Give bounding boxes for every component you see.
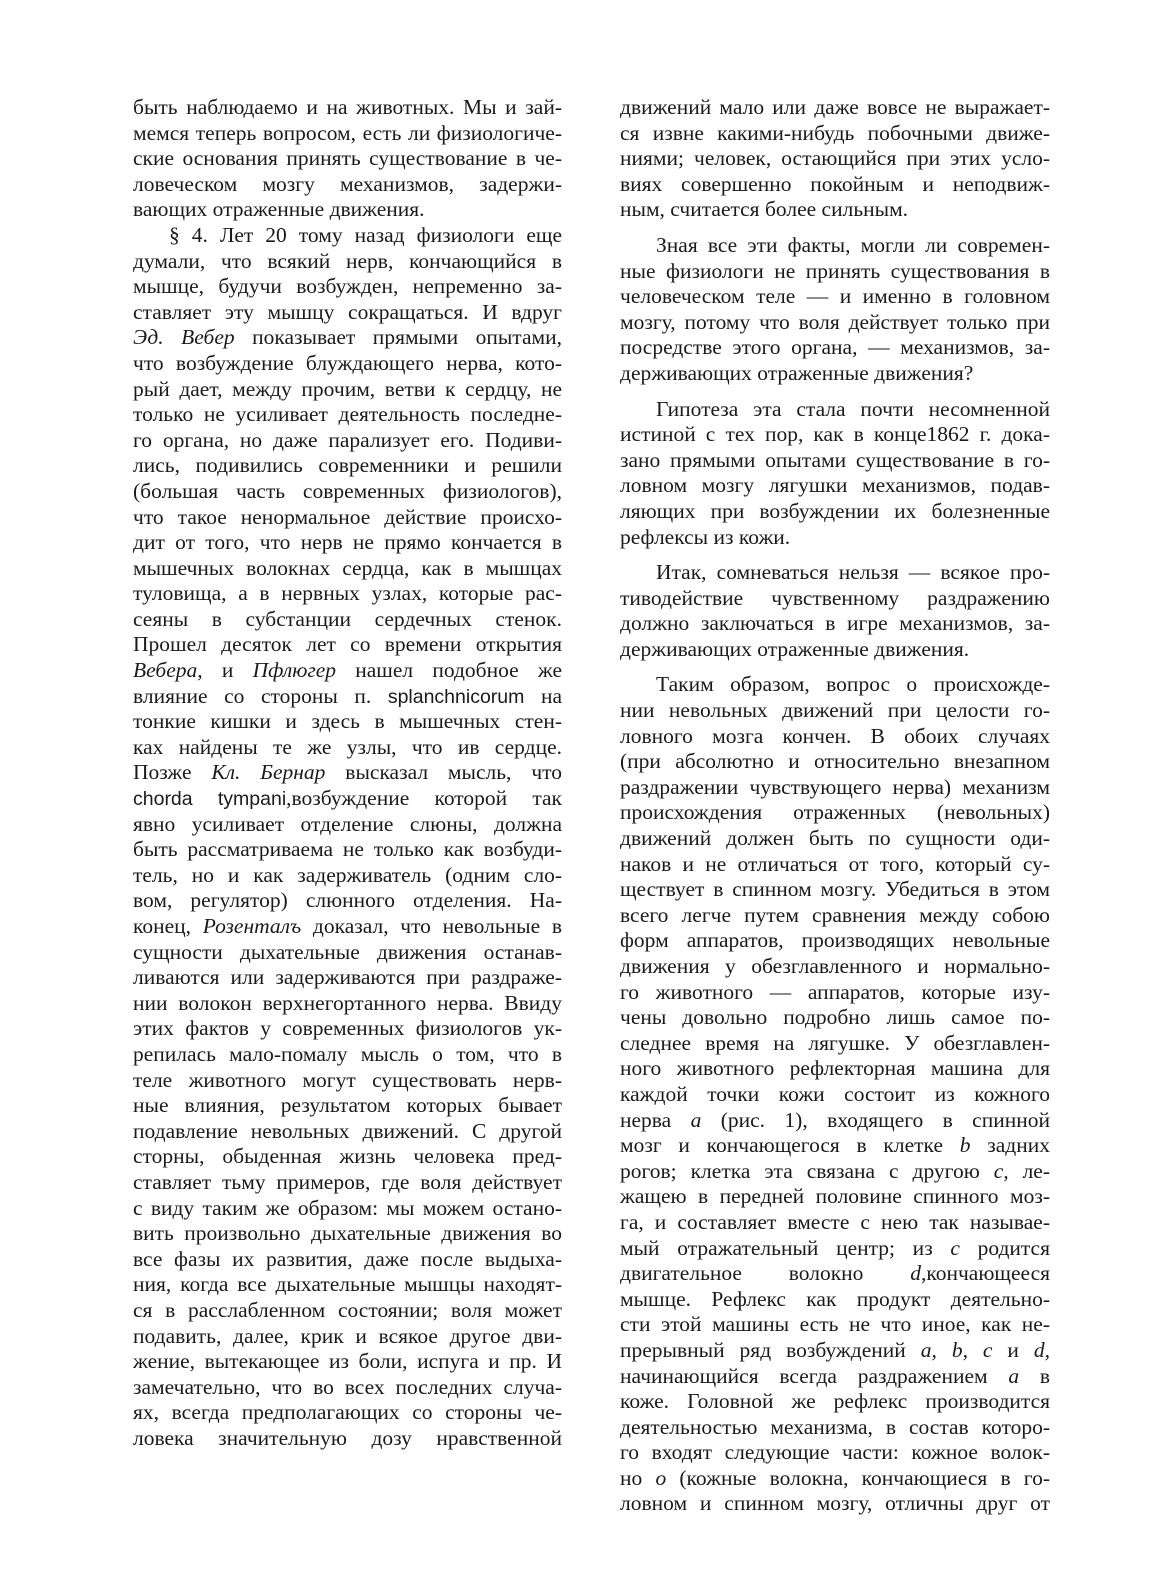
variable-letter: c [950, 1235, 960, 1260]
text-line: жащею в передней половине спинного моз- [620, 1184, 1050, 1209]
text-line: Зная все эти факты, могли ли современ- [656, 232, 1050, 257]
text-segment: и [202, 658, 253, 683]
variable-letter: d, [910, 1261, 927, 1286]
paragraph [133, 95, 562, 223]
text-line: все фазы их развития, даже после выдыха- [133, 1246, 562, 1271]
text-line: мышце. Рефлекс как продукт деятельно- [620, 1286, 1050, 1311]
text-line [620, 1364, 1050, 1390]
text-line [620, 1159, 1050, 1185]
text-segment: доказал, что невольные в [301, 914, 562, 938]
text-line: что возбуждение блуждающего нерва, кото- [133, 350, 562, 375]
text-segment: но [620, 1465, 656, 1490]
text-line: подавление невольных движений. С другой [133, 1118, 562, 1143]
text-line: вить произвольно дыхательные движения во [133, 1221, 562, 1246]
text-segment: задних [970, 1133, 1050, 1158]
text-line [133, 786, 562, 812]
text-line [620, 1261, 1050, 1287]
text-line: репилась мало-помалу мысль о том, что в [133, 1041, 562, 1066]
text-line: рый дает, между прочим, ветви к сердцу, не [133, 376, 562, 401]
variable-letter: d, [1033, 1337, 1051, 1362]
text-line [620, 1236, 1050, 1262]
text-segment: конец, [133, 914, 203, 938]
paragraph [620, 233, 1050, 387]
text-line: следнее время на лягушке. У обезглавлен- [620, 1030, 1050, 1055]
text-line: ставляет тьму примеров, где воля действует [133, 1169, 562, 1194]
person-name: Вебера, [133, 658, 203, 683]
text-line [620, 1466, 1050, 1492]
text-line [133, 658, 562, 684]
text-line: ловного мозга кончен. В обоих случаях [620, 723, 1050, 748]
text-segment: прерывный ряд возбуждений [620, 1337, 921, 1362]
person-name: Кл. Бернар [211, 760, 326, 785]
text-line: сущности дыхательные движения останав- [133, 939, 562, 964]
text-line: рефлексы из кожи. [620, 524, 791, 549]
text-line: ках найдены те же узлы, что ив сердце. [133, 734, 562, 759]
text-line: форм аппаратов, производящих невольные [620, 928, 1050, 953]
text-line: должно заключаться в игре механизмов, за- [620, 611, 1050, 636]
text-line: ным, считается более сильным. [620, 197, 909, 222]
text-segment: влияние со стороны п. [133, 683, 388, 708]
text-line: мышце, будучи возбужден, непременно за- [133, 274, 562, 299]
text-line: подавить, далее, крик и всякое другое дви- [133, 1323, 562, 1348]
text-line: истиной с тех пор, как в конце1862 г. дока- [620, 422, 1050, 447]
person-name: Розенталъ [202, 914, 302, 938]
text-line: ловеческом мозгу механизмов, задержи- [133, 171, 562, 196]
text-line: нии невольных движений при целости го- [620, 698, 1050, 723]
text-line: быть наблюдаемо и на животных. Мы и зай- [133, 95, 562, 119]
text-line: коже. Головной же рефлекс производится [620, 1389, 1050, 1414]
text-line: явно усиливает отделение слюны, должна [133, 811, 562, 836]
text-segment: Позже [133, 760, 212, 785]
text-line [133, 684, 562, 710]
latin-term: splanchnicorum [387, 685, 525, 708]
text-line [133, 914, 562, 940]
person-name: Эд. Вебер [133, 325, 235, 350]
text-line: человеческом теле — и именно в головном [620, 284, 1050, 309]
paragraph [620, 560, 1050, 662]
text-line: деятельностью механизма, в состав которо- [620, 1414, 1050, 1439]
text-line: раздражении чувствующего нерва) механизм [620, 774, 1050, 799]
text-segment: ле- [1008, 1158, 1050, 1183]
text-line: Итак, сомневаться нельзя — всякое про- [656, 560, 1050, 585]
text-line: теле животного могут существовать нерв- [133, 1067, 562, 1092]
text-line: нии волокон верхнегортанного нерва. Ввиду [133, 990, 562, 1015]
text-line: туловища, а в нервных узлах, которые рас- [133, 581, 562, 606]
text-segment: родится [959, 1235, 1050, 1260]
text-line: ниями; человек, остающийся при этих усло- [620, 146, 1050, 171]
paragraph-section-4 [133, 223, 562, 1452]
text-line: лись, подивились современники и решили [133, 453, 562, 478]
text-line: виях совершенно покойным и неподвиж- [620, 171, 1050, 196]
text-line: жение, вытекающее из боли, испуга и пр. И [133, 1349, 562, 1374]
text-line: мышечных волокнах сердца, как в мышцах [133, 555, 562, 580]
text-line: происхождения отраженных (невольных) [620, 800, 1050, 825]
text-line: ного животного рефлекторная машина для [620, 1056, 1050, 1081]
text-line: всего легче путем сравнения между собою [620, 902, 1050, 927]
text-line: ния, когда все дыхательные мышцы находят- [133, 1272, 562, 1297]
text-line [620, 1338, 1050, 1364]
text-line: зано прямыми опытами существование в го- [620, 447, 1050, 472]
text-line: (при абсолютно и относительно внезапном [620, 749, 1050, 774]
text-line: быть рассматриваема не только как возбуди- [133, 837, 562, 862]
text-line: с виду таким же образом: мы можем остано- [133, 1195, 562, 1220]
text-line: ловном и спинном мозгу, отличны друг от [620, 1491, 1050, 1516]
text-line: го органа, но даже парализует его. Подиви- [133, 427, 562, 452]
text-line: (большая часть современных физиологов), [133, 478, 562, 503]
paragraph [620, 95, 1050, 223]
text-line: ставляет эту мышцу сокращаться. И вдруг [133, 299, 562, 324]
variable-letter: a [1008, 1363, 1020, 1388]
text-line: ловном мозгу лягушки механизмов, подав- [620, 473, 1050, 498]
text-line: га, и составляет вместе с нею так называе- [620, 1209, 1050, 1234]
person-name: Пфлюгер [252, 658, 337, 683]
text-line: ся извне какими-нибудь побочными движе- [620, 120, 1050, 145]
text-line: ях, всегда предполагающих со стороны че- [133, 1400, 562, 1425]
text-line: го входят следующие части: кожное волок- [620, 1440, 1050, 1465]
text-line: движений мало или даже вовсе не выражает- [620, 95, 1050, 119]
text-line: чены довольно подробно лишь самое по- [620, 1005, 1050, 1030]
text-segment: (рис. 1), входящего в спинной [701, 1107, 1050, 1132]
text-line: замечательно, что во всех последних случа- [133, 1374, 562, 1399]
text-segment: в [1019, 1363, 1051, 1388]
text-line: го животного — аппаратов, которые изу- [620, 979, 1050, 1004]
text-line: ные влияния, результатом которых бывает [133, 1093, 562, 1118]
text-line: каждой точки кожи состоит из кожного [620, 1081, 1050, 1106]
text-line [620, 1133, 1050, 1159]
text-line: тиводействие чувственному раздражению [620, 585, 1050, 610]
left-column [133, 95, 562, 1451]
text-segment: кончающееся [926, 1261, 1050, 1286]
text-line: сторны, обыденная жизнь человека пред- [133, 1144, 562, 1169]
text-segment: нашел подобное же [336, 658, 562, 683]
paragraph [620, 397, 1050, 551]
text-line: мозгу, потому что воля действует только при [620, 309, 1050, 334]
text-line: наков и не отличаться от того, который су- [620, 851, 1050, 876]
text-segment: мый отражательный центр; из [620, 1235, 951, 1260]
text-line: Прошел десяток лет со времени открытия [133, 632, 562, 657]
text-line: мемся теперь вопросом, есть ли физиологиче- [133, 120, 562, 145]
text-line: § 4. Лет 20 тому назад физиологи еще [169, 222, 562, 247]
text-line: Таким образом, вопрос о происхожде- [656, 672, 1050, 697]
variable-letter: a, b, c [920, 1337, 993, 1362]
paragraph [620, 672, 1050, 1517]
text-segment: двигательное волокно [620, 1261, 911, 1286]
text-line: ные физиологи не принять существования в [620, 258, 1050, 283]
text-line: вом, регулятор) слюнного отделения. На- [133, 888, 562, 913]
text-line: ливаются или задерживаются при раздраже- [133, 965, 562, 990]
text-line: дит от того, что нерв не прямо кончается в [133, 530, 562, 555]
text-line: движения у обезглавленного и нормально- [620, 954, 1050, 978]
text-line: вающих отраженные движения. [133, 197, 425, 222]
text-line: что такое ненормальное действие происхо- [133, 504, 562, 529]
text-segment: на [524, 683, 562, 708]
text-segment: мозг и кончающегося в клетке [620, 1133, 960, 1158]
text-line: ществует в спинном мозгу. Убедиться в этом [620, 877, 1050, 902]
text-segment: рогов; клетка эта связана с другою [620, 1158, 994, 1183]
text-line: тонкие кишки и здесь в мышечных стен- [133, 709, 562, 734]
text-line: тель, но и как задерживатель (одним сло- [133, 862, 562, 887]
variable-letter: a [690, 1107, 702, 1132]
text-line: держивающих отраженные движения. [620, 636, 970, 661]
text-segment: ,возбуждение которой так [286, 786, 562, 811]
variable-letter: c, [993, 1158, 1009, 1183]
text-segment: начинающийся всегда раздражением [620, 1363, 1009, 1388]
text-segment: высказал мысль, что [325, 760, 562, 785]
text-line: ся в расслабленном состоянии; воля может [133, 1297, 562, 1322]
text-line: посредстве этого органа, — механизмов, за- [620, 335, 1050, 360]
text-line: думали, что всякий нерв, кончающийся в [133, 248, 562, 273]
right-column [620, 95, 1050, 1517]
text-line: этих фактов у современных физиологов ук- [133, 1016, 562, 1041]
text-line: Гипотеза эта стала почти несомненной [656, 396, 1050, 421]
variable-letter: b [959, 1133, 971, 1158]
text-line: только не усиливает деятельность последне- [133, 402, 562, 427]
text-line [133, 760, 562, 786]
text-line: сти этой машины есть не что иное, как не- [620, 1312, 1050, 1337]
text-line [620, 1108, 1050, 1134]
text-line [133, 325, 562, 351]
text-segment: (кожные волокна, кончающиеся в го- [666, 1465, 1050, 1490]
text-line: сеяны в субстанции сердечных стенок. [133, 606, 562, 631]
variable-letter: o [655, 1465, 667, 1490]
text-line: ловека значительную дозу нравственной [133, 1425, 562, 1450]
text-segment: показывает прямыми опытами, [234, 325, 562, 350]
latin-term: chorda tympani [133, 788, 287, 811]
text-segment: и [992, 1337, 1034, 1362]
text-line: движений должен быть по сущности оди- [620, 826, 1050, 851]
text-line: ляющих при возбуждении их болезненные [620, 498, 1050, 523]
text-segment: нерва [620, 1107, 691, 1132]
text-line: ские основания принять существование в че- [133, 146, 562, 171]
text-line: держивающих отраженные движения? [620, 360, 974, 385]
